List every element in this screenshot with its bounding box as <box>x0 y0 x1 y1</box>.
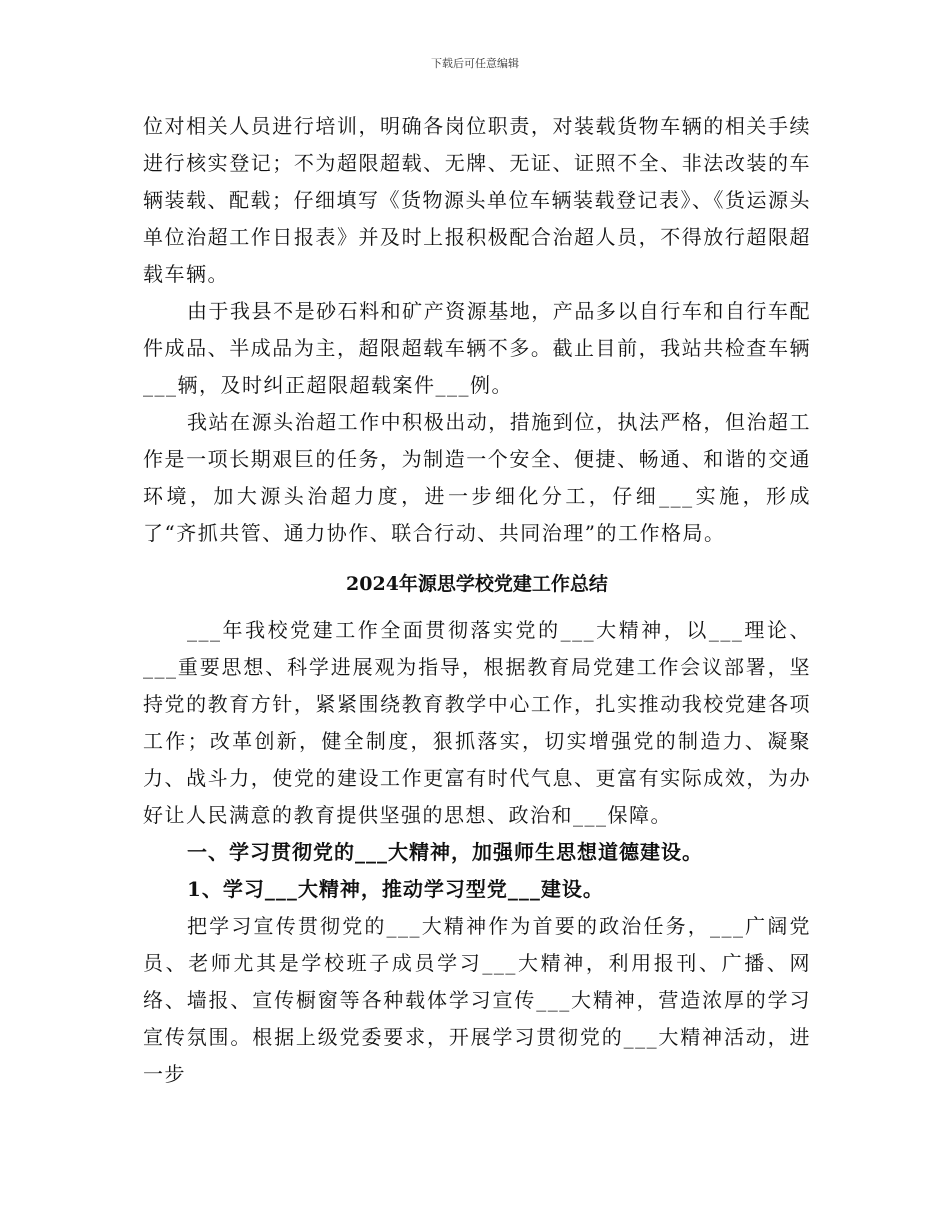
heading-1: 一、学习贯彻党的___大精神，加强师生思想道德建设。 <box>187 840 703 864</box>
paragraph-1: 位对相关人员进行培训，明确各岗位职责，对装载货物车辆的相关手续进行核实登记；不为超限超载、无牌、无证、证照不全、非法改装的车辆装载、配载；仔细填写《货物源头单位车辆装载登记表》、《货运源头单位治超工作日报表》并及时上报积极配合治超人员，不得放行超限超载车辆。 <box>143 114 811 286</box>
intro-paragraph: ___年我校党建工作全面贯彻落实党的___大精神，以___理论、___重要思想、科学进展观为指导，根据教育局党建工作会议部署，坚持党的教育方针，紧紧围绕教育教学中心工作，扎实推动我校党建各项工作；改革创新，健全制度，狠抓落实，切实增强党的制造力、凝聚力、战斗力，使党的建设工作更富有时代气息、更富有实际成效，为办好让人民满意的教育提供坚强的思想、政治和___保障。 <box>143 618 811 827</box>
section-title: 2024年源思学校党建工作总结 <box>346 573 608 595</box>
document-body <box>143 108 811 1093</box>
paragraph-3: 我站在源头治超工作中积极出动，措施到位，执法严格，但治超工作是一项长期艰巨的任务，为制造一个安全、便捷、畅通、和谐的交通环境，加大源头治超力度，进一步细化分工，仔细___实施，形成了“齐抓共管、通力协作、联合行动、共同治理”的工作格局。 <box>143 410 811 545</box>
heading-2: 1、学习___大精神，推动学习型党___建设。 <box>187 877 604 901</box>
page-header: 下载后可任意编辑 <box>431 57 519 70</box>
paragraph-last: 把学习宣传贯彻党的___大精神作为首要的政治任务，___广阔党员、老师尤其是学校班子成员学习___大精神，利用报刊、广播、网络、墙报、宣传橱窗等各种载体学习宣传___大精神，营造浓厚的学习宣传氛围。根据上级党委要求，开展学习贯彻党的___大精神活动，进一步 <box>143 914 811 1086</box>
paragraph-2: 由于我县不是砂石料和矿产资源基地，产品多以自行车和自行车配件成品、半成品为主，超限超载车辆不多。截止目前，我站共检查车辆___辆，及时纠正超限超载案件___例。 <box>143 299 811 397</box>
